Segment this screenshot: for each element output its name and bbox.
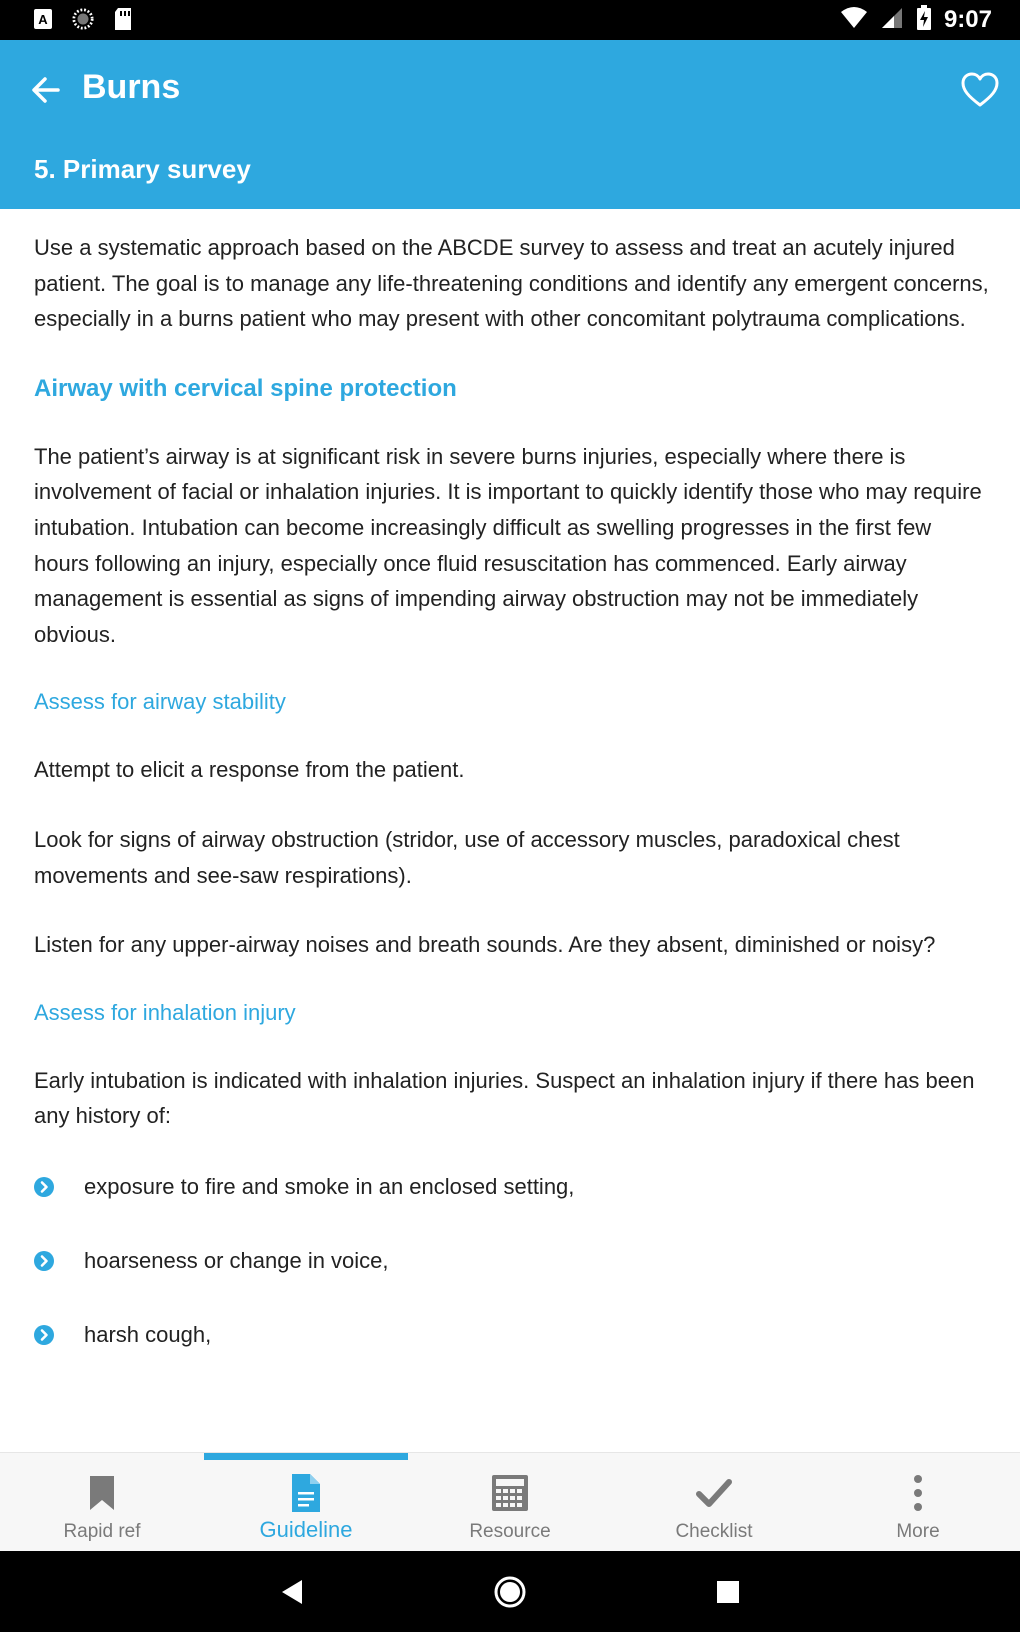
paragraph: Look for signs of airway obstruction (stridor, use of accessory muscles, paradoxical chest movements and see-saw respirations). — [34, 826, 900, 888]
nav-recents-icon[interactable] — [711, 1575, 745, 1609]
wifi-icon — [840, 6, 868, 35]
status-bar — [0, 0, 1020, 40]
svg-text:A: A — [38, 12, 48, 27]
status-time: 9:07 — [943, 6, 992, 33]
battery-charging-icon — [916, 5, 932, 36]
paragraph: Attempt to elicit a response from the patient. — [34, 757, 465, 783]
list-item-text: harsh cough, — [84, 1322, 212, 1348]
list-item — [34, 1168, 989, 1206]
tab-label: More — [896, 1521, 940, 1542]
subheading-inhalation-injury: Assess for inhalation injury — [34, 999, 296, 1025]
tab-rapid-ref[interactable] — [0, 1453, 204, 1552]
sync-notification-icon — [72, 8, 94, 30]
tab-label: Rapid ref — [63, 1521, 141, 1542]
app-bar — [0, 40, 1020, 209]
list-item-text: exposure to fire and smoke in an enclosed setting, — [84, 1174, 575, 1200]
subheading-airway-stability: Assess for airway stability — [34, 689, 286, 715]
chevron-bullet-icon — [34, 1325, 54, 1345]
calculator-icon — [490, 1473, 530, 1513]
document-icon — [286, 1473, 326, 1513]
intro-paragraph: Use a systematic approach based on the ABCDE survey to assess and treat an acutely injured patient. The goal is to manage any life-threatening conditions and identify any emergent concerns, especially in a burns patient who may present with other concomitant polytrauma complications. — [34, 235, 989, 332]
favorite-heart-icon[interactable] — [958, 68, 1002, 112]
signal-icon — [880, 6, 904, 35]
check-icon — [694, 1473, 734, 1513]
text-notification-icon — [32, 8, 54, 30]
chevron-bullet-icon — [34, 1251, 54, 1271]
back-arrow-icon[interactable] — [26, 70, 66, 110]
sd-card-icon — [112, 8, 134, 30]
guideline-content[interactable] — [34, 230, 989, 1452]
tab-label: Resource — [469, 1521, 551, 1542]
list-item-text: hoarseness or change in voice, — [84, 1248, 389, 1274]
bookmark-icon — [82, 1473, 122, 1513]
more-vertical-icon — [898, 1473, 938, 1513]
chevron-bullet-icon — [34, 1177, 54, 1197]
section-body: The patient’s airway is at significant risk in severe burns injuries, especially where there is involvement of facial or inhalation injuries. It is important to quickly identify those who may require intubation. Intubation can become increasingly difficult as swelling progresses in the first few hours following an injury, especially once fluid resuscitation has commenced. Early airway management is essential as signs of impending airway obstruction may not be immediately obvious. — [34, 443, 982, 647]
tab-checklist[interactable] — [612, 1453, 816, 1552]
bottom-tab-bar — [0, 1452, 1020, 1552]
tab-guideline[interactable] — [204, 1453, 408, 1552]
section-heading: Airway with cervical spine protection — [34, 374, 457, 402]
list-item — [34, 1242, 989, 1280]
list-item — [34, 1316, 989, 1354]
nav-back-icon[interactable] — [275, 1575, 309, 1609]
tab-more[interactable] — [816, 1453, 1020, 1552]
paragraph: Listen for any upper-airway noises and breath sounds. Are they absent, diminished or noisy? — [34, 932, 936, 958]
paragraph: Early intubation is indicated with inhalation injuries. Suspect an inhalation injury if there has been any history of: — [34, 1067, 975, 1129]
tab-resource[interactable] — [408, 1453, 612, 1552]
nav-home-icon[interactable] — [493, 1575, 527, 1609]
page-title: Burns — [82, 68, 181, 106]
system-nav-bar — [0, 1551, 1020, 1632]
section-subtitle: 5. Primary survey — [34, 154, 251, 184]
tab-label: Guideline — [259, 1517, 353, 1542]
tab-label: Checklist — [675, 1521, 753, 1542]
